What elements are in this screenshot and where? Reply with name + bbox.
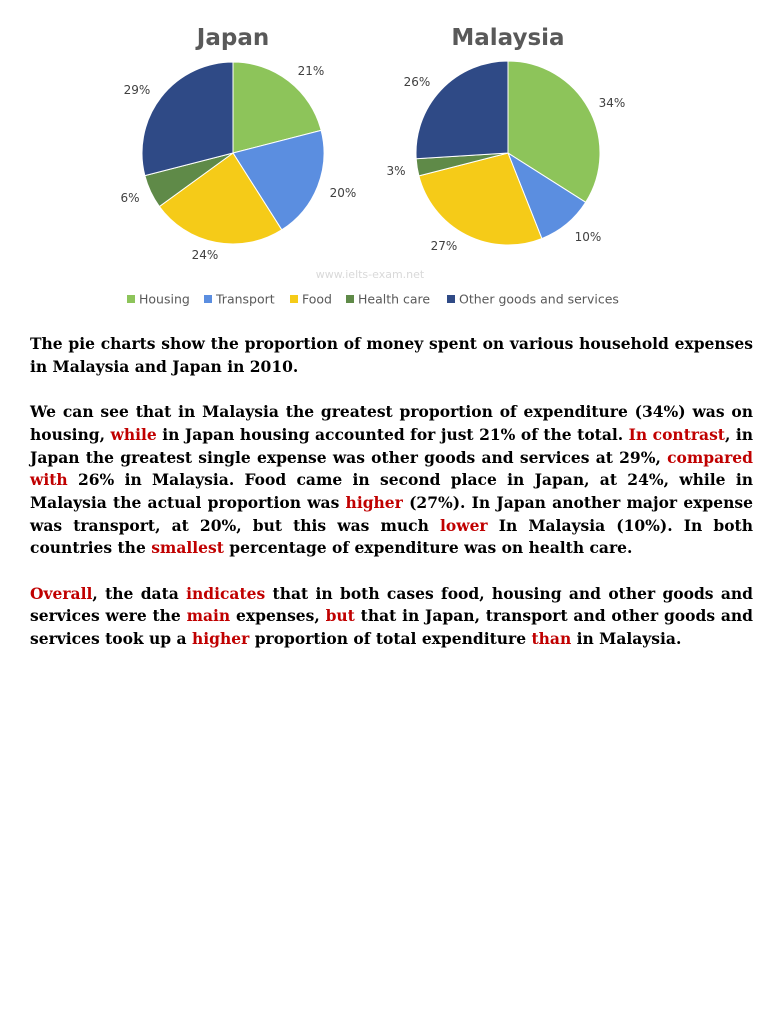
highlighted-phrase: Overall — [30, 583, 93, 603]
highlighted-phrase: higher — [345, 492, 403, 512]
highlighted-phrase: In contrast — [628, 424, 725, 444]
highlighted-phrase: main — [186, 606, 231, 626]
legend-swatch — [127, 295, 135, 303]
data-label: 29% — [123, 83, 151, 97]
essay-text-segment: proportion of total expenditure — [249, 629, 532, 649]
essay-text-segment: percentage of expenditure was on health care. — [223, 538, 633, 558]
essay-text-segment: that in Japan, transport and other goods and services took up a — [30, 606, 753, 649]
highlighted-phrase: than — [531, 629, 572, 649]
chart-title: Japan — [196, 25, 270, 51]
highlighted-phrase: compared with — [30, 447, 753, 490]
essay-text-segment: , in Japan the greatest single expense was other goods and services at 29%, — [30, 424, 754, 467]
highlighted-phrase: but — [325, 606, 355, 626]
legend-label: Housing — [139, 291, 190, 307]
legend-swatch — [290, 295, 298, 303]
essay-text-segment: In Malaysia (10%). In both countries the — [30, 515, 753, 558]
essay-text-segment: that in both cases food, housing and other goods and services were the — [30, 583, 753, 626]
data-label: 10% — [574, 230, 602, 244]
pie-charts-figure — [0, 0, 768, 320]
data-label: 24% — [191, 248, 219, 262]
data-label: 26% — [403, 75, 431, 89]
essay-text-segment: , the data — [92, 583, 187, 603]
legend-label: Food — [302, 291, 332, 307]
essay-paragraph-1: The pie charts show the proportion of money spent on various household expenses in Malaysia and Japan in 2010. — [30, 334, 753, 376]
highlighted-phrase: smallest — [151, 538, 224, 558]
essay-text-segment: We can see that in Malaysia the greatest proportion of expenditure (34%) was on housing, — [30, 402, 753, 444]
essay-text-segment: expenses, — [230, 606, 326, 626]
legend-swatch — [204, 295, 212, 303]
essay-text-segment: in Japan housing accounted for just 21% of the total. — [156, 424, 629, 444]
watermark-text: www.ielts-exam.net — [315, 268, 425, 281]
highlighted-phrase: while — [110, 424, 157, 444]
highlighted-phrase: indicates — [186, 583, 266, 603]
legend-label: Health care — [358, 291, 431, 307]
essay-text-segment: (27%). In Japan another major expense was transport, at 20%, but this was much — [30, 492, 753, 535]
data-label: 27% — [430, 239, 458, 253]
essay-text — [30, 333, 753, 674]
data-label: 6% — [120, 191, 140, 205]
essay-text-segment: 26% in Malaysia. Food came in second place in Japan, at 24%, while in Malaysia the actual proportion was — [30, 470, 753, 512]
data-label: 3% — [386, 164, 406, 178]
data-label: 20% — [329, 186, 357, 200]
essay-paragraph-2 — [30, 401, 753, 560]
data-label: 21% — [297, 64, 325, 78]
legend-swatch — [346, 295, 354, 303]
data-label: 34% — [598, 96, 626, 110]
essay-paragraph-3 — [30, 583, 753, 651]
highlighted-phrase: higher — [192, 629, 250, 649]
pie-charts-svg — [0, 0, 768, 320]
legend-label: Transport — [216, 291, 275, 307]
legend-label: Other goods and services — [459, 291, 619, 307]
highlighted-phrase: lower — [440, 515, 488, 535]
essay-text-segment: in Malaysia. — [571, 629, 682, 649]
chart-title: Malaysia — [451, 25, 565, 51]
legend-swatch — [447, 295, 455, 303]
